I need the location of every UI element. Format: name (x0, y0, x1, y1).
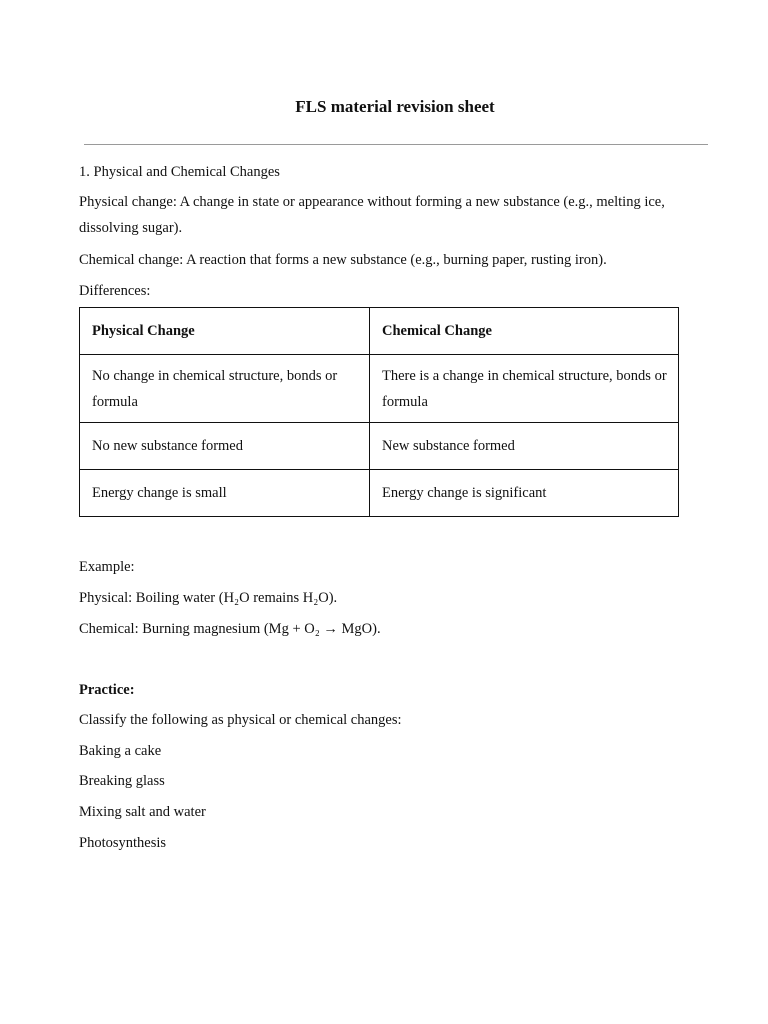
table-header-row (80, 308, 679, 355)
table-cell-physical: No new substance formed (80, 423, 370, 470)
chemical-change-definition: Chemical change: A reaction that forms a new substance (e.g., burning paper, rusting iron). (79, 252, 607, 268)
table-cell-chemical: Energy change is significant (370, 470, 679, 517)
table-header-chemical: Chemical Change (370, 308, 679, 355)
table-cell-chemical (370, 355, 679, 423)
differences-table (79, 307, 679, 517)
list-item: Mixing salt and water (79, 804, 206, 820)
list-item: Photosynthesis (79, 835, 167, 851)
example-chemical: Chemical: Burning magnesium (Mg + O₂ → MgO). (79, 621, 381, 637)
table-cell-physical: Energy change is small (80, 470, 370, 517)
practice-label: Practice: (79, 682, 135, 698)
table-cell-chemical-line1: There is a change in chemical structure, bonds or (382, 367, 667, 384)
list-item: Breaking glass (79, 773, 165, 789)
practice-instruction: Classify the following as physical or chemical changes: (79, 712, 402, 728)
title-divider (84, 144, 708, 145)
table-cell-chemical: New substance formed (370, 423, 679, 470)
table-cell-physical: No change in chemical structure, bonds or formula (80, 355, 370, 423)
example-physical: Physical: Boiling water (H₂O remains H₂O). (79, 590, 338, 606)
table-row (80, 355, 679, 423)
table-cell-chemical-line2: formula (382, 393, 428, 410)
list-item: Baking a cake (79, 743, 162, 759)
table-header-physical: Physical Change (80, 308, 370, 355)
differences-label: Differences: (79, 283, 151, 299)
table-row (80, 470, 679, 517)
physical-change-definition: Physical change: A change in state or appearance without forming a new substance (e.g., melting ice, dissolving sugar). (79, 194, 665, 236)
table-row (80, 423, 679, 470)
section-heading: 1. Physical and Chemical Changes (79, 164, 280, 180)
example-label: Example: (79, 559, 135, 575)
page-title: FLS material revision sheet (295, 97, 495, 116)
